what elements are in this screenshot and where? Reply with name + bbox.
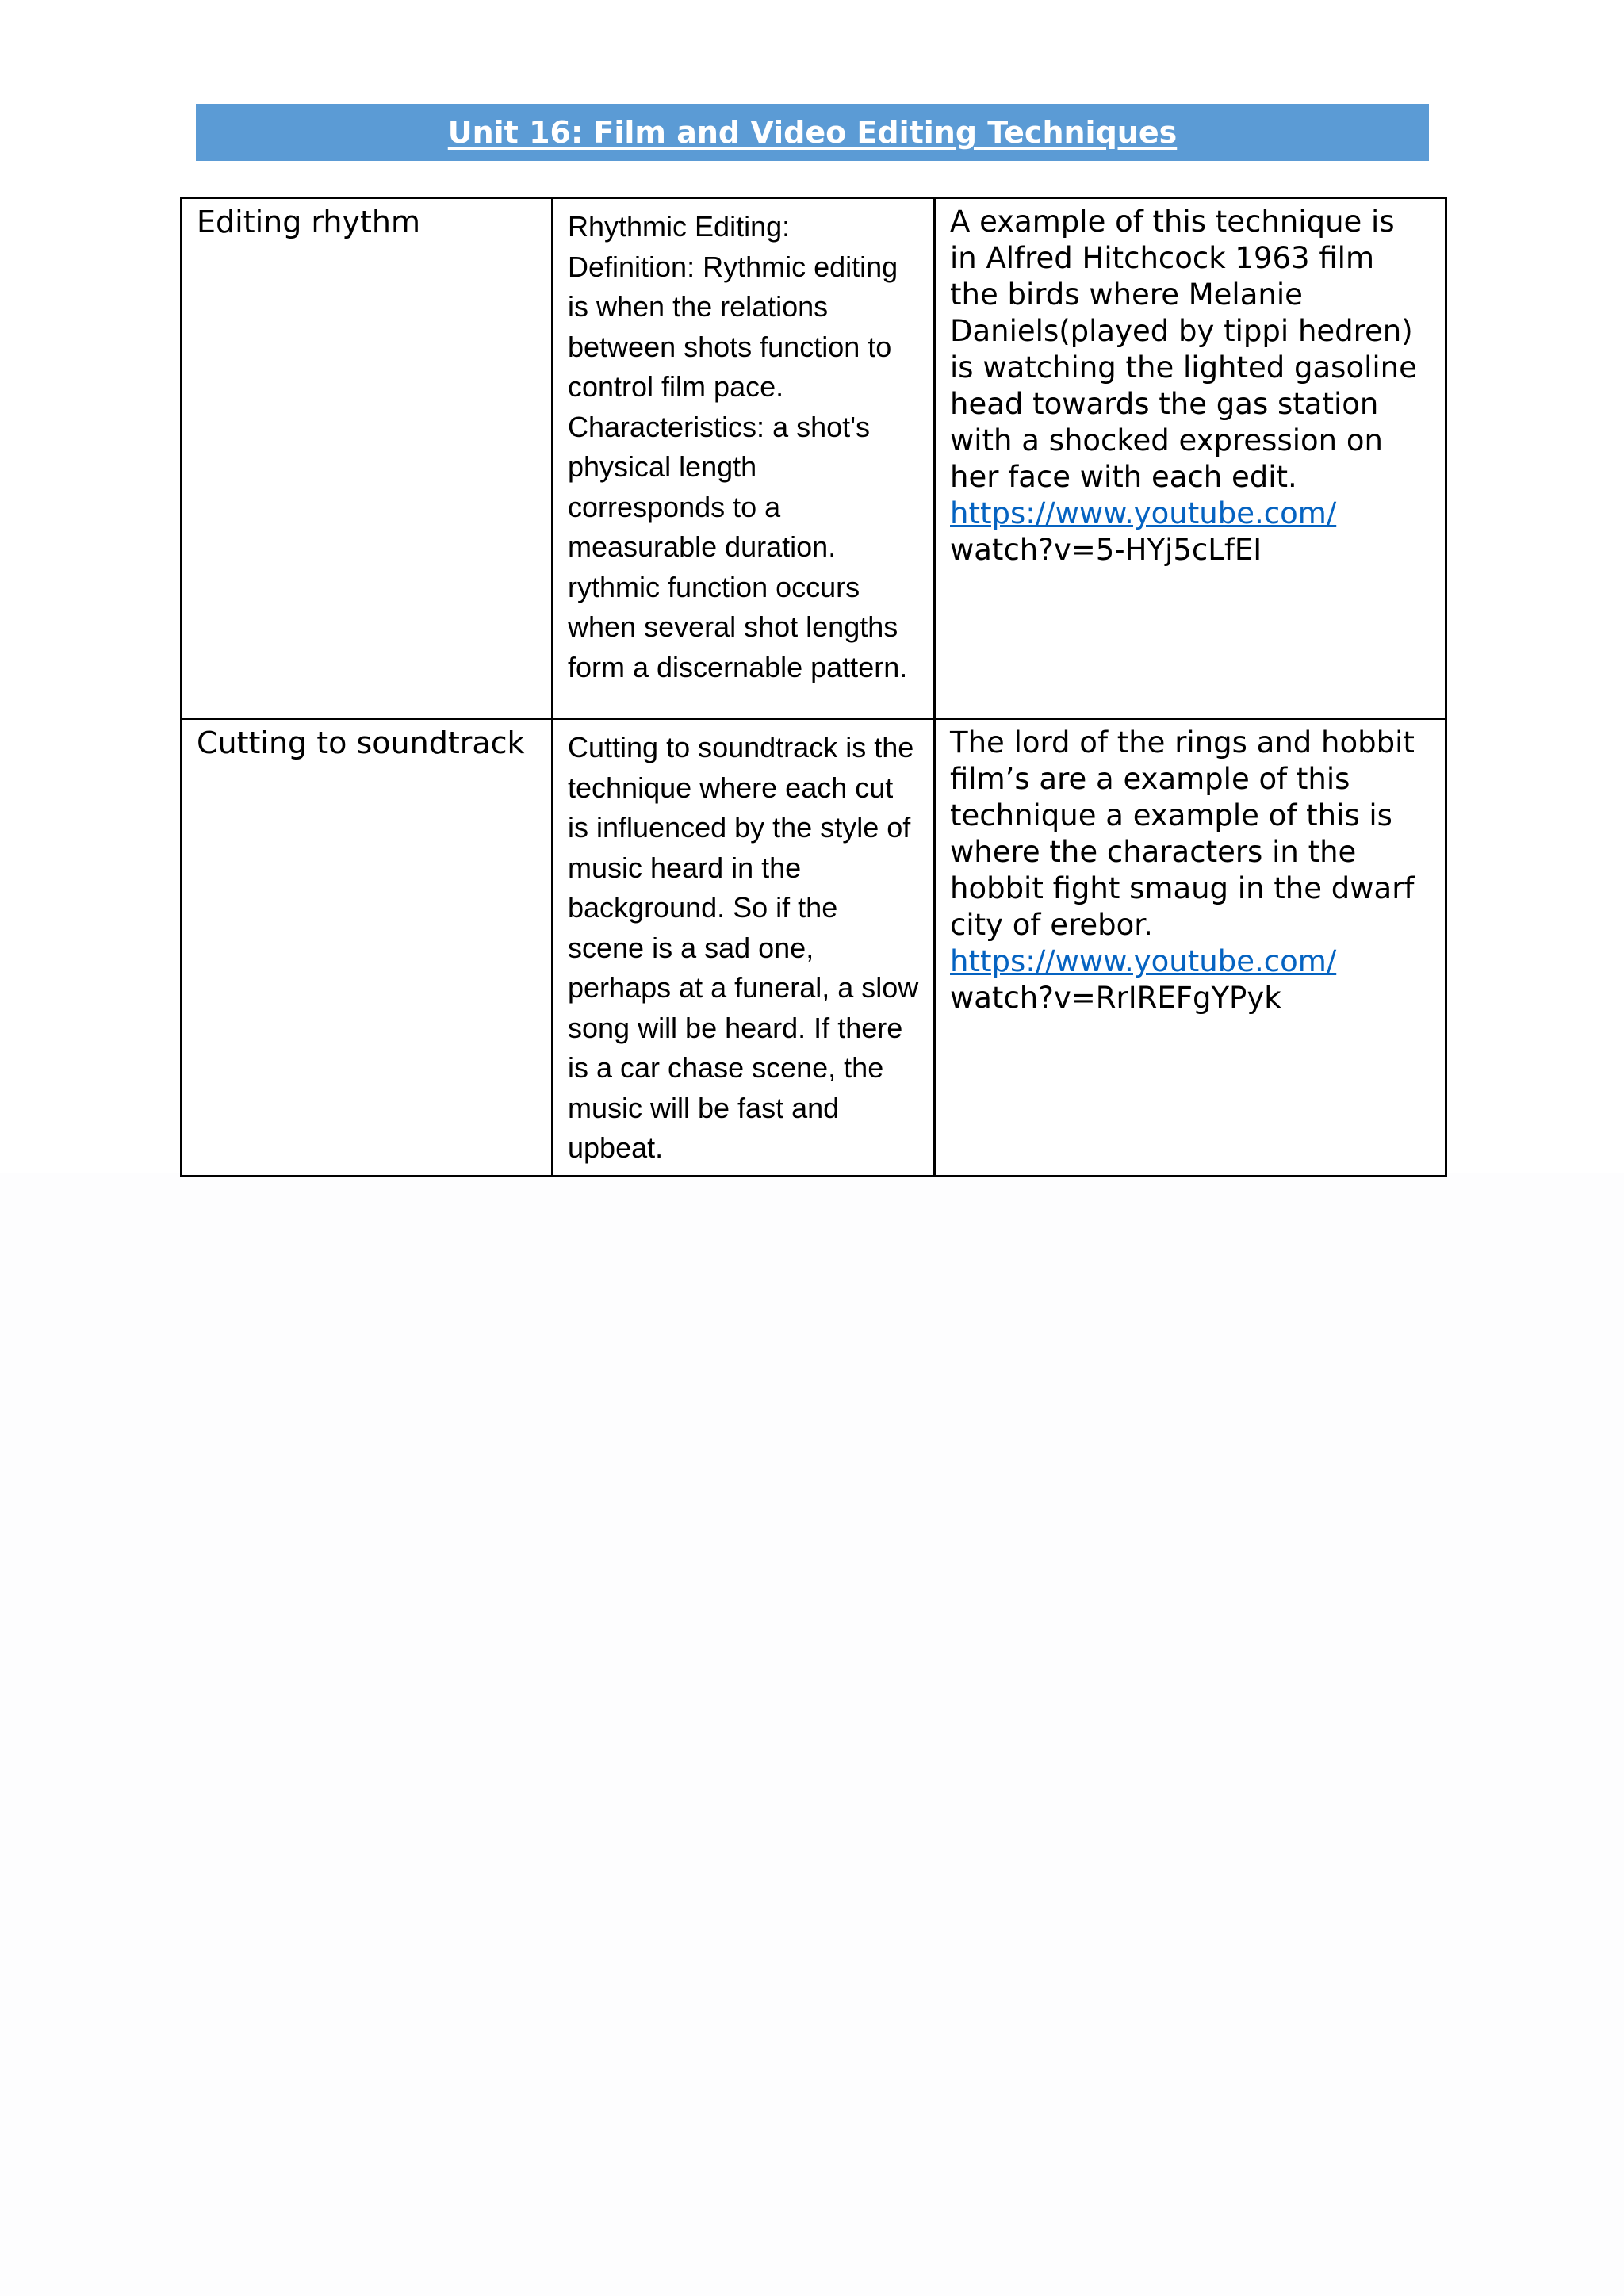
term-cell — [182, 198, 553, 719]
youtube-link-query: watch?v=5-HYj5cLfEI — [950, 533, 1262, 567]
youtube-link[interactable]: https://www.youtube.com/ — [950, 496, 1337, 530]
table-row — [182, 719, 1446, 1177]
definition-cell — [553, 719, 935, 1177]
example-cell — [935, 719, 1446, 1177]
example-text: A example of this technique is in Alfred Hitchcock 1963 film the birds where Melanie Daniels(played by tippi hedren) is watching the lighted gasoline head towards the gas station with a shocked expression on her face with each edit. — [950, 205, 1417, 494]
youtube-link[interactable]: https://www.youtube.com/ — [950, 944, 1337, 978]
definition-text: Rhythmic Editing: Definition: Rythmic editing is when the relations between shots function to control film pace. Characteristics: a shot's physical length corresponds to a measurable duration. rythmic function occurs when several shot lengths form a discernable pattern. — [568, 210, 908, 683]
term-text: Editing rhythm — [197, 205, 420, 239]
title-banner — [196, 104, 1429, 161]
youtube-link-query: watch?v=RrIREFgYPyk — [950, 981, 1281, 1015]
techniques-table — [180, 197, 1447, 1177]
page-background — [0, 1173, 1624, 2296]
page-title: Unit 16: Film and Video Editing Techniques — [447, 115, 1178, 150]
table-row — [182, 198, 1446, 719]
definition-cell — [553, 198, 935, 719]
example-text: The lord of the rings and hobbit film’s are a example of this technique a example of this is where the characters in the hobbit fight smaug in the dwarf city of erebor. — [950, 725, 1415, 942]
example-cell — [935, 198, 1446, 719]
definition-text: Cutting to soundtrack is the technique where each cut is influenced by the style of music heard in the background. So if the scene is a sad one, perhaps at a funeral, a slow song will be heard. If there is a car chase scene, the music will be fast and upbeat. — [568, 731, 919, 1164]
term-text: Cutting to soundtrack — [197, 725, 525, 760]
term-cell — [182, 719, 553, 1177]
